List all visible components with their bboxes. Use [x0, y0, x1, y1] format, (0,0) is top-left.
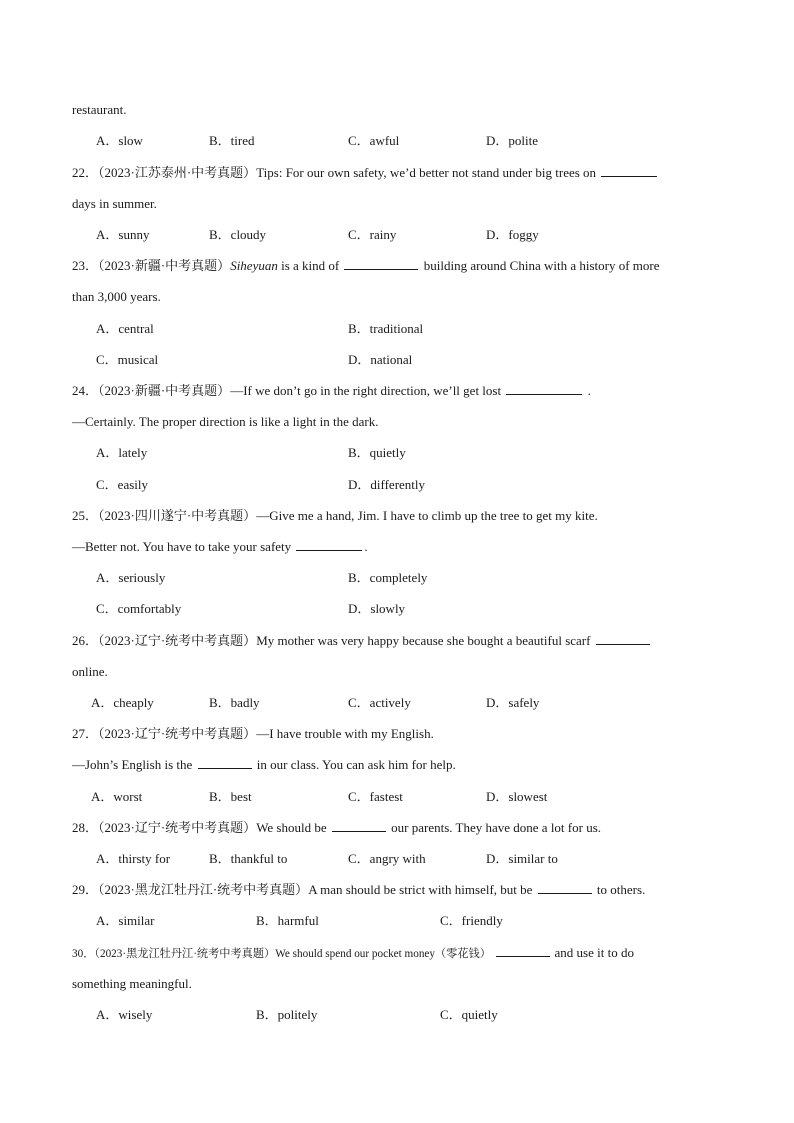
q21-option-c: C．awful: [348, 133, 400, 148]
q30-option-b: B．politely: [256, 1007, 318, 1022]
q27-stem-line2: [72, 756, 456, 774]
q21-option-a: A．slow: [96, 133, 143, 148]
q22-stem: [72, 164, 659, 182]
question-source: （2023·四川遂宁·中考真题）: [98, 508, 257, 523]
question-text: —I have trouble with my English.: [256, 726, 434, 741]
q24-option-c: C．easily: [96, 477, 148, 492]
answer-blank: [538, 881, 592, 894]
q30-option-c: C．quietly: [440, 1007, 498, 1022]
q24-stem-line2: —Certainly. The proper direction is like a light in the dark.: [72, 414, 379, 429]
question-number: 24．: [72, 383, 99, 398]
q30-stem: [72, 944, 634, 963]
q27-option-a: A．worst: [91, 789, 143, 804]
q24-stem: [72, 382, 591, 400]
question-text-after: to others.: [596, 882, 646, 897]
q27-option-d: D．slowest: [486, 789, 548, 804]
answer-blank: [198, 756, 252, 769]
q26-option-a: A．cheaply: [91, 695, 154, 710]
q28-option-a: A．thirsty for: [96, 851, 171, 866]
q25-stem: [72, 507, 598, 525]
question-text-after: our parents. They have done a lot for us.: [391, 820, 602, 835]
question-source: （2023·江苏泰州·中考真题）: [98, 165, 257, 180]
question-text: A man should be strict with himself, but be: [308, 882, 533, 897]
question-text: We should be: [256, 820, 327, 835]
q24-option-a: A．lately: [96, 445, 148, 460]
q24-option-b: B．quietly: [348, 445, 406, 460]
q26-option-c: C．actively: [348, 695, 411, 710]
q23-option-b: B．traditional: [348, 321, 424, 336]
q23-option-d: D．national: [348, 352, 413, 367]
q23-option-c: C．musical: [96, 352, 159, 367]
answer-blank: [332, 819, 386, 832]
question-number: 28．: [72, 820, 99, 835]
italic-term: Siheyuan: [230, 258, 278, 273]
answer-blank: [601, 164, 657, 177]
q25-option-d: D．slowly: [348, 601, 406, 616]
question-source: （2023·黑龙江牡丹江·统考中考真题）: [98, 882, 309, 897]
q27-stem: [72, 725, 434, 743]
question-text: We should spend our pocket money（零花钱）: [275, 948, 491, 960]
question-number: 27．: [72, 726, 99, 741]
q29-option-c: C．friendly: [440, 913, 503, 928]
question-number: 22．: [72, 165, 99, 180]
q25-option-b: B．completely: [348, 570, 428, 585]
q28-stem: [72, 819, 601, 837]
q21-continuation: restaurant.: [72, 102, 127, 117]
question-number: 29．: [72, 882, 99, 897]
q28-option-c: C．angry with: [348, 851, 426, 866]
question-number: 26．: [72, 633, 99, 648]
q29-stem: [72, 881, 645, 899]
q27-option-b: B．best: [209, 789, 252, 804]
q22-option-d: D．foggy: [486, 227, 539, 242]
answer-blank: [596, 632, 650, 645]
q25-stem-line2: [72, 538, 368, 556]
q22-option-a: A．sunny: [96, 227, 150, 242]
q22-stem-line2: days in summer.: [72, 196, 157, 211]
q22-option-c: C．rainy: [348, 227, 397, 242]
question-text-after: .: [587, 383, 591, 398]
q28-option-b: B．thankful to: [209, 851, 288, 866]
question-source: （2023·辽宁·统考中考真题）: [98, 820, 257, 835]
question-number: 23．: [72, 258, 99, 273]
question-text-after: and use it to do: [554, 945, 634, 960]
answer-blank: [506, 382, 582, 395]
question-text: is a kind of: [277, 258, 340, 273]
question-number: 30．: [72, 948, 95, 960]
question-text-after: in our class. You can ask him for help.: [256, 757, 456, 772]
q29-option-a: A．similar: [96, 913, 155, 928]
q26-option-b: B．badly: [209, 695, 260, 710]
question-source: （2023·新疆·中考真题）: [98, 258, 231, 273]
q30-option-a: A．wisely: [96, 1007, 153, 1022]
question-text: —Give me a hand, Jim. I have to climb up the tree to get my kite.: [256, 508, 598, 523]
q24-option-d: D．differently: [348, 477, 426, 492]
q26-stem: [72, 632, 652, 650]
question-text: Tips: For our own safety, we’d better not stand under big trees on: [256, 165, 597, 180]
question-text: —John’s English is the: [72, 757, 193, 772]
question-text: —Better not. You have to take your safety: [72, 539, 292, 554]
q23-stem-line2: than 3,000 years.: [72, 289, 161, 304]
question-text: —If we don’t go in the right direction, we’ll get lost: [230, 383, 502, 398]
question-source: （2023·辽宁·统考中考真题）: [98, 633, 257, 648]
q30-stem-line2: something meaningful.: [72, 976, 192, 991]
answer-blank: [344, 257, 418, 270]
q26-stem-line2: online.: [72, 664, 108, 679]
question-source: （2023·黑龙江牡丹江·统考中考真题）: [94, 948, 276, 960]
answer-blank: [296, 538, 362, 551]
q25-option-a: A．seriously: [96, 570, 166, 585]
question-source: （2023·辽宁·统考中考真题）: [98, 726, 257, 741]
q28-option-d: D．similar to: [486, 851, 558, 866]
q23-option-a: A．central: [96, 321, 154, 336]
q27-option-c: C．fastest: [348, 789, 403, 804]
question-text-after: .: [364, 539, 368, 554]
q26-option-d: D．safely: [486, 695, 540, 710]
question-source: （2023·新疆·中考真题）: [98, 383, 231, 398]
q22-option-b: B．cloudy: [209, 227, 267, 242]
q25-option-c: C．comfortably: [96, 601, 182, 616]
q29-option-b: B．harmful: [256, 913, 319, 928]
q23-stem: [72, 257, 660, 275]
q21-option-b: B．tired: [209, 133, 255, 148]
question-number: 25．: [72, 508, 99, 523]
question-text-after: building around China with a history of more: [423, 258, 660, 273]
answer-blank: [496, 944, 550, 957]
question-text: My mother was very happy because she bought a beautiful scarf: [256, 633, 591, 648]
q21-option-d: D．polite: [486, 133, 538, 148]
